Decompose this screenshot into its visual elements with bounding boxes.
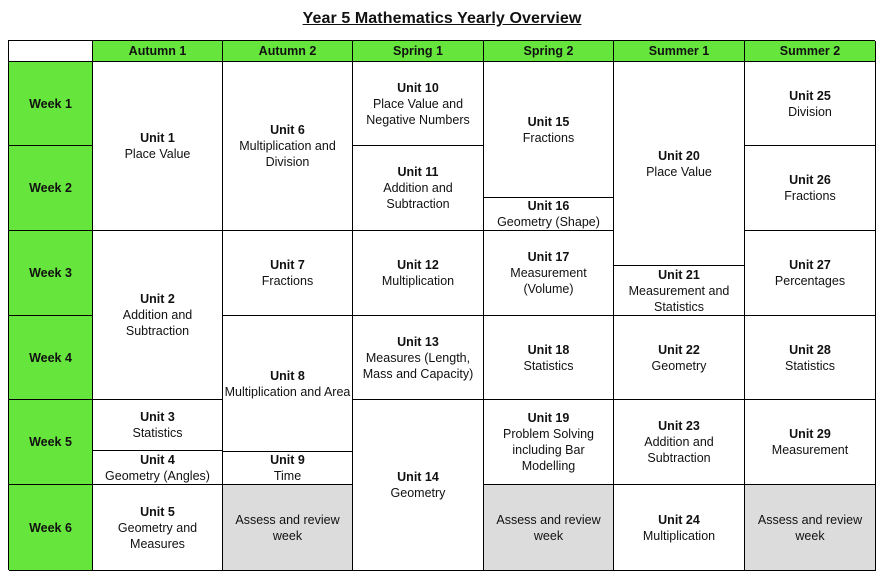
header-summer-1: Summer 1	[614, 41, 745, 62]
unit-cell-26	[745, 146, 876, 231]
unit-topic: Multiplication	[642, 528, 716, 543]
unit-number: Unit 19	[527, 411, 570, 425]
unit-number: Unit 22	[658, 342, 700, 357]
unit-number: Unit 28	[789, 342, 831, 357]
unit-cell-13	[353, 316, 484, 400]
unit-cell-7	[223, 231, 353, 316]
unit-topic: Problem Solving including Bar Modelling	[502, 427, 594, 473]
unit-topic: Measurement (Volume)	[510, 266, 587, 296]
unit-number: Unit 14	[397, 470, 439, 484]
corner-cell	[9, 41, 93, 62]
unit-topic: Fractions	[522, 130, 575, 145]
review-label: Assess and review week	[757, 512, 863, 543]
unit-topic: Place Value	[646, 164, 712, 179]
unit-topic: Measures (Length, Mass and Capacity)	[362, 350, 474, 381]
unit-topic: Multiplication	[381, 274, 455, 288]
unit-cell-17	[484, 231, 614, 316]
unit-number: Unit 29	[789, 427, 831, 441]
unit-topic: Statistics	[784, 358, 835, 373]
header-autumn-1: Autumn 1	[93, 41, 223, 62]
unit-topic: Addition and Subtraction	[383, 181, 453, 211]
unit-topic: Geometry and Measures	[117, 520, 198, 551]
review-week-spring-2	[484, 485, 614, 571]
unit-number: Unit 20	[658, 148, 700, 163]
unit-cell-29	[745, 400, 876, 485]
unit-topic: Place Value and Negative Numbers	[366, 96, 470, 127]
unit-cell-6	[223, 62, 353, 231]
unit-number: Unit 21	[658, 267, 700, 282]
unit-topic: Geometry (Shape)	[497, 215, 600, 229]
header-autumn-2: Autumn 2	[223, 41, 353, 62]
review-week-summer-2	[745, 485, 876, 571]
unit-cell-19	[484, 400, 614, 485]
unit-cell-20	[614, 62, 744, 265]
unit-number: Unit 8	[270, 368, 305, 383]
unit-topic: Place Value	[124, 147, 191, 161]
unit-topic: Percentages	[774, 274, 846, 288]
unit-cell-3	[93, 400, 222, 450]
unit-number: Unit 15	[527, 114, 570, 129]
unit-topic: Geometry	[390, 486, 446, 500]
unit-cell-4	[93, 450, 222, 484]
unit-number: Unit 2	[140, 292, 175, 306]
autumn2-split-cell	[223, 316, 353, 485]
unit-cell-27	[745, 231, 876, 316]
unit-cell-12	[353, 231, 484, 316]
unit-number: Unit 23	[658, 419, 700, 433]
week-label-6: Week 6	[9, 485, 93, 571]
unit-number: Unit 9	[270, 453, 305, 467]
unit-cell-18	[484, 316, 614, 400]
unit-number: Unit 13	[397, 334, 439, 349]
unit-cell-15	[484, 62, 613, 197]
unit-number: Unit 27	[789, 258, 831, 272]
unit-number: Unit 11	[397, 165, 439, 179]
unit-number: Unit 5	[140, 504, 175, 519]
review-label: Assess and review week	[496, 512, 601, 543]
unit-number: Unit 17	[527, 250, 570, 264]
unit-cell-21	[614, 265, 744, 315]
unit-number: Unit 10	[397, 80, 439, 95]
unit-topic: Division	[788, 104, 832, 119]
unit-number: Unit 16	[527, 199, 570, 213]
page-title: Year 5 Mathematics Yearly Overview	[302, 10, 582, 27]
spring2-split-cell	[484, 62, 614, 231]
unit-cell-11	[353, 146, 484, 231]
week-label-2: Week 2	[9, 146, 93, 231]
overview-table	[8, 40, 875, 570]
unit-cell-1	[93, 62, 223, 231]
unit-topic: Statistics	[523, 358, 574, 373]
unit-number: Unit 26	[789, 173, 831, 187]
review-label: Assess and review week	[235, 512, 340, 543]
header-spring-2: Spring 2	[484, 41, 614, 62]
unit-topic: Addition and Subtraction	[644, 435, 714, 465]
unit-topic: Geometry	[651, 358, 707, 373]
unit-cell-9	[223, 451, 352, 484]
unit-topic: Measurement	[771, 443, 849, 457]
unit-cell-25	[745, 62, 876, 146]
unit-topic: Multiplication and Area	[224, 384, 351, 399]
unit-number: Unit 4	[140, 452, 175, 467]
unit-topic: Measurement and Statistics	[628, 283, 730, 314]
review-week-autumn-2	[223, 485, 353, 571]
week-label-4: Week 4	[9, 316, 93, 400]
unit-cell-24	[614, 485, 745, 571]
unit-number: Unit 3	[140, 410, 175, 424]
summer1-split-cell	[614, 62, 745, 316]
unit-cell-28	[745, 316, 876, 400]
unit-topic: Fractions	[784, 189, 836, 203]
unit-topic: Geometry (Angles)	[105, 468, 210, 483]
unit-cell-14	[353, 400, 484, 571]
unit-topic: Statistics	[132, 426, 183, 440]
unit-number: Unit 6	[270, 123, 305, 137]
week-label-5: Week 5	[9, 400, 93, 485]
unit-topic: Multiplication and Division	[239, 139, 336, 169]
unit-cell-16	[484, 197, 613, 230]
header-spring-1: Spring 1	[353, 41, 484, 62]
unit-cell-10	[353, 62, 484, 146]
unit-number: Unit 25	[789, 88, 831, 103]
unit-cell-2	[93, 231, 223, 400]
week-5-split-cell	[93, 400, 223, 485]
week-label-1: Week 1	[9, 62, 93, 146]
unit-cell-22	[614, 316, 745, 400]
unit-cell-5	[93, 485, 223, 571]
header-summer-2: Summer 2	[745, 41, 876, 62]
unit-number: Unit 24	[658, 512, 700, 527]
unit-number: Unit 7	[270, 258, 305, 272]
unit-cell-8	[223, 316, 352, 451]
unit-number: Unit 1	[140, 131, 175, 145]
unit-topic: Time	[273, 469, 302, 483]
unit-number: Unit 18	[527, 342, 570, 357]
unit-topic: Fractions	[261, 274, 314, 288]
unit-cell-23	[614, 400, 745, 485]
unit-number: Unit 12	[397, 258, 439, 272]
week-label-3: Week 3	[9, 231, 93, 316]
unit-topic: Addition and Subtraction	[122, 308, 193, 338]
